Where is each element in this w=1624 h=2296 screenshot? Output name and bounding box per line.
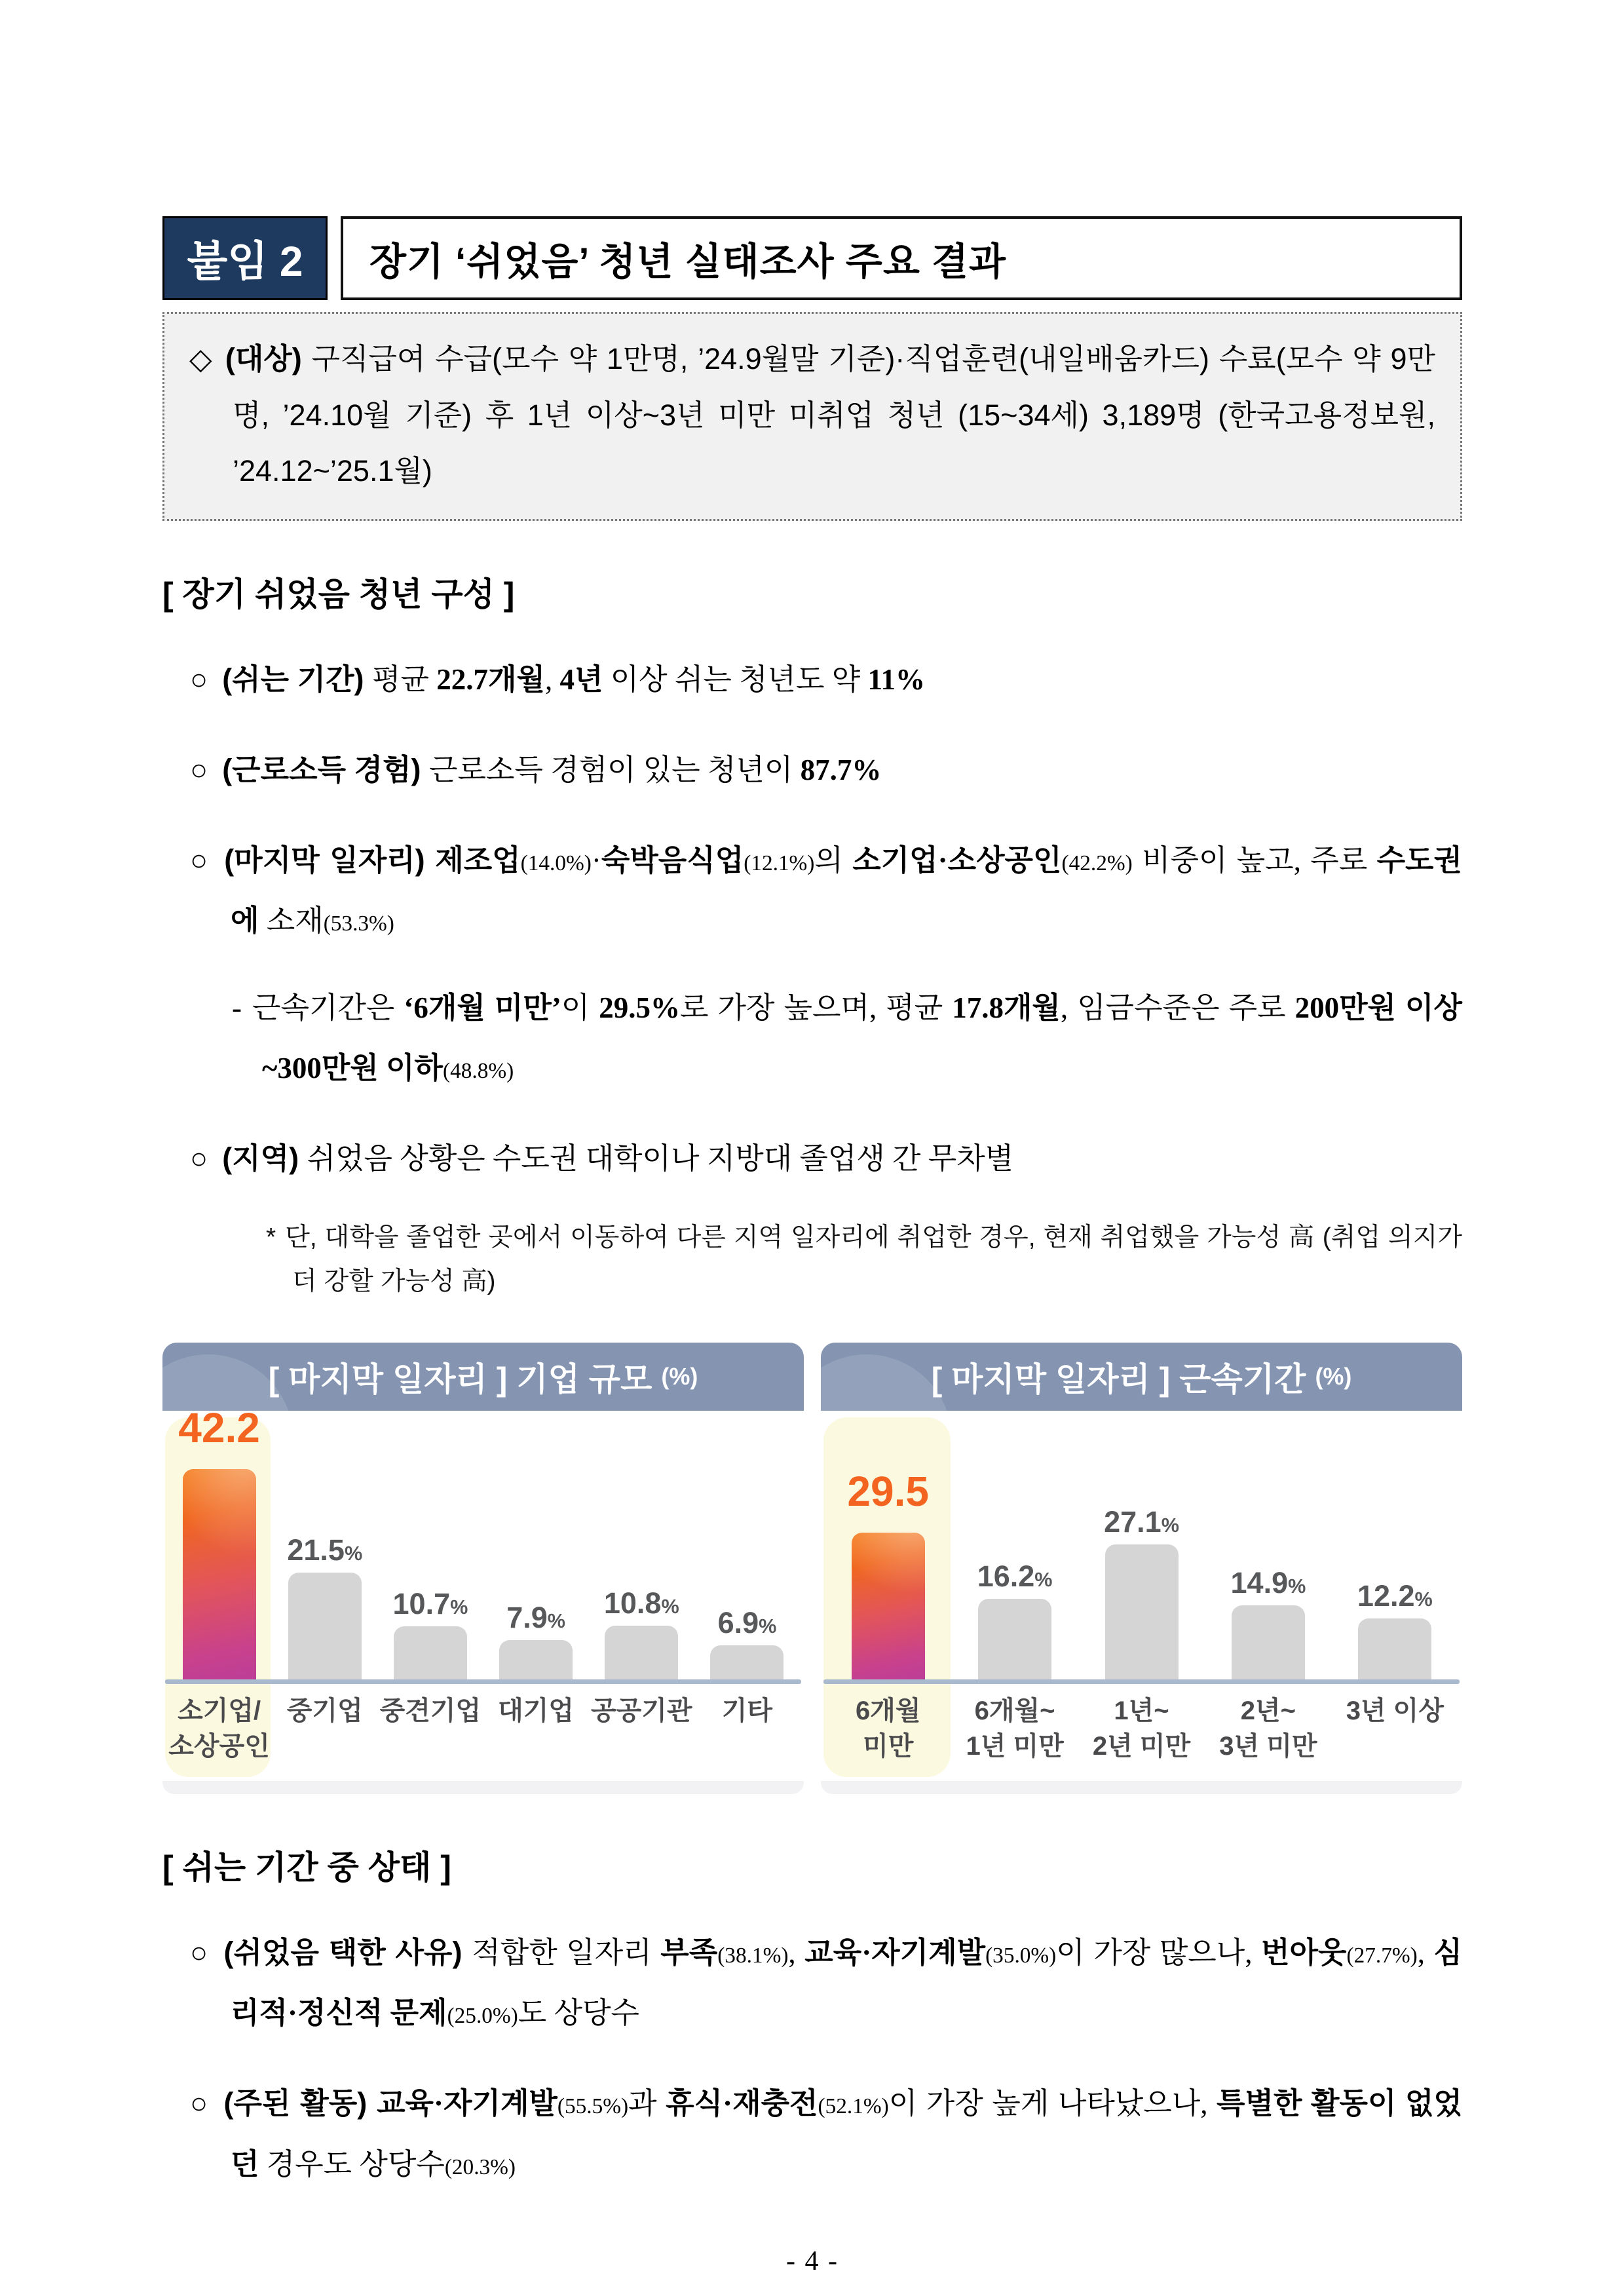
bar-column <box>825 1467 951 1679</box>
circle-bullet-icon: ○ <box>190 662 208 696</box>
bar-value-label: 10.7% <box>392 1586 468 1620</box>
dash-bullet-icon: - <box>232 991 242 1024</box>
chart-company-size <box>162 1343 804 1794</box>
chart-card-bottom <box>821 1781 1462 1794</box>
bar <box>978 1599 1051 1679</box>
bar-value-label: 29.5 <box>847 1467 929 1515</box>
bullet-last-job: ○ (마지막 일자리) 제조업(14.0%)·숙박음식업(12.1%)의 소기업·소상공인(42.2%) 비중이 높고, 주로 수도권에 소재(53.3%) <box>190 843 1462 938</box>
bar-value-label: 7.9% <box>506 1600 565 1634</box>
asterisk-icon: * <box>266 1223 276 1252</box>
chart-header <box>821 1343 1462 1411</box>
bar-column <box>166 1404 272 1679</box>
bar-value-label: 16.2% <box>977 1559 1053 1593</box>
bar-column <box>1332 1579 1458 1679</box>
category-labels-row <box>821 1684 1462 1781</box>
bar-column <box>1078 1505 1205 1679</box>
circle-bullet-icon: ○ <box>190 2087 210 2120</box>
bar-value-label: 12.2% <box>1357 1578 1433 1613</box>
category-label: 1년~ 2년 미만 <box>1092 1696 1191 1761</box>
x-axis-line <box>165 1679 801 1684</box>
category-label: 중기업 <box>286 1696 363 1725</box>
category-labels-row <box>162 1684 804 1781</box>
bullet-income-experience: ○ (근로소득 경험) 근로소득 경험이 있는 청년이 87.7% <box>190 752 882 786</box>
diamond-bullet-icon: ◇ <box>189 342 214 375</box>
attachment-badge: 붙임 2 <box>162 216 328 300</box>
category-label: 6개월 미만 <box>855 1696 921 1761</box>
bar-value-label: 27.1% <box>1104 1504 1179 1539</box>
bar <box>1232 1605 1305 1679</box>
circle-bullet-icon: ○ <box>190 1936 210 1969</box>
bar-column <box>483 1601 589 1679</box>
chart-title: [ 마지막 일자리 ] 근속기간 <box>931 1360 1306 1398</box>
document-header <box>162 216 1462 300</box>
bar <box>1105 1544 1179 1679</box>
bar-column <box>951 1559 1078 1679</box>
target-summary-text: ◇ (대상) 구직급여 수급(모수 약 1만명, ’24.9월말 기준)·직업훈련(내일배움카드) 수료(모수 약 9만명, ’24.10월 기준) 후 1년 이상~3년 미만 미취업 청년 (15~34세) 3,189명 (한국고용정보원, ’24.12~’25.1월) <box>189 342 1435 488</box>
section-heading-composition: [ 장기 쉬었음 청년 구성 ] <box>162 575 515 613</box>
chart-plot-area <box>162 1404 804 1781</box>
bar-column <box>589 1586 694 1679</box>
circle-bullet-icon: ○ <box>190 1142 208 1175</box>
bar-value-label: 21.5% <box>287 1533 363 1567</box>
category-label: 6개월~ 1년 미만 <box>966 1696 1064 1761</box>
bar <box>710 1645 784 1679</box>
bar-value-label: 6.9% <box>717 1605 777 1639</box>
bullet-tenure-detail: - 근속기간은 ‘6개월 미만’이 29.5%로 가장 높으며, 평균 17.8개월, 임금수준은 주로 200만원 이상~300만원 이하(48.8%) <box>232 991 1462 1084</box>
highlight-bar <box>852 1533 925 1679</box>
page-number: - 4 - <box>786 2246 839 2276</box>
bar <box>288 1573 362 1679</box>
chart-unit: (%) <box>1315 1362 1352 1390</box>
bar-value-label: 14.9% <box>1230 1565 1306 1599</box>
bar-column <box>694 1606 800 1679</box>
bar-value-label: 42.2 <box>178 1404 260 1451</box>
category-label: 3년 이상 <box>1346 1696 1444 1725</box>
bar-value-label: 10.8% <box>603 1586 679 1620</box>
chart-card-bottom <box>162 1781 804 1794</box>
category-label: 2년~ 3년 미만 <box>1219 1696 1317 1761</box>
bar-column <box>272 1533 377 1679</box>
bar <box>499 1640 573 1679</box>
circle-bullet-icon: ○ <box>190 753 208 786</box>
chart-header <box>162 1343 804 1411</box>
title-box <box>341 216 1462 300</box>
category-label: 기타 <box>721 1696 773 1725</box>
page-title: 장기 ‘쉬었음’ 청년 실태조사 주요 결과 <box>369 240 1007 283</box>
footnote-region: * 단, 대학을 졸업한 곳에서 이동하여 다른 지역 일자리에 취업한 경우, 현재 취업했을 가능성 高 (취업 의지가 더 강할 가능성 高) <box>266 1223 1462 1295</box>
bullet-rest-period: ○ (쉬는 기간) 평균 22.7개월, 4년 이상 쉬는 청년도 약 11% <box>190 662 925 696</box>
bars-area <box>821 1411 1462 1679</box>
chart-plot-area <box>821 1411 1462 1781</box>
section-heading-status: [ 쉬는 기간 중 상태 ] <box>162 1848 451 1886</box>
bars-area <box>162 1404 804 1679</box>
bullet-reason: ○ (쉬었음 택한 사유) 적합한 일자리 부족(38.1%), 교육·자기계발(35.0%)이 가장 많으나, 번아웃(27.7%), 심리적·정신적 문제(25.0%)도 상당수 <box>190 1935 1463 2030</box>
target-summary-box <box>162 312 1462 521</box>
category-label: 대기업 <box>498 1696 575 1725</box>
bullet-main-activity: ○ (주된 활동) 교육·자기계발(55.5%)과 휴식·재충전(52.1%)이 가장 높게 나타났으나, 특별한 활동이 없었던 경우도 상당수(20.3%) <box>190 2086 1462 2181</box>
bullet-region: ○ (지역) 쉬었음 상황은 수도권 대학이나 지방대 졸업생 간 무차별 <box>190 1141 1014 1175</box>
category-label: 중견기업 <box>379 1696 482 1725</box>
chart-title: [ 마지막 일자리 ] 기업 규모 <box>268 1360 652 1398</box>
circle-bullet-icon: ○ <box>190 844 210 877</box>
bar-column <box>1205 1566 1331 1679</box>
category-label: 공공기관 <box>590 1696 692 1725</box>
bar <box>1358 1618 1431 1679</box>
x-axis-line <box>823 1679 1460 1684</box>
chart-unit: (%) <box>661 1362 698 1390</box>
category-label: 소기업/ 소상공인 <box>168 1696 270 1761</box>
highlight-bar <box>183 1469 256 1679</box>
charts-row <box>162 1343 1462 1794</box>
bar-column <box>377 1587 483 1679</box>
bar <box>605 1626 678 1679</box>
chart-tenure <box>821 1343 1462 1794</box>
bar <box>394 1626 467 1679</box>
